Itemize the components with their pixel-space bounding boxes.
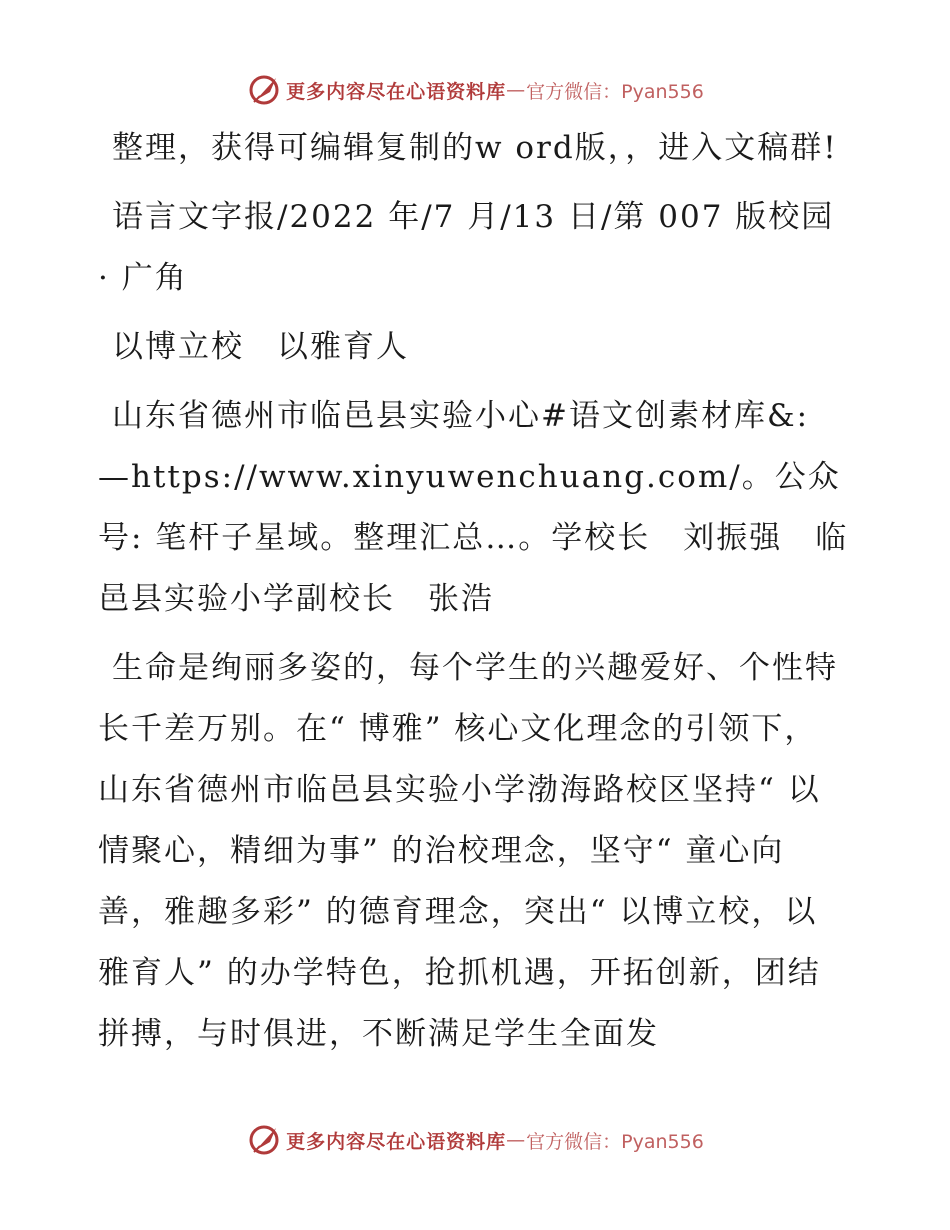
footer-banner bbox=[0, 1120, 950, 1160]
banner-text: 更多内容尽在心语资料库 bbox=[286, 1130, 507, 1153]
source-line: 语言文字报/2022 年/7 月/13 日/第 007 版校园 · 广角 bbox=[98, 199, 835, 296]
intro-paragraph: 整理，获得可编辑复制的w ord版，，进入文稿群! bbox=[112, 130, 838, 166]
quill-circle-logo-icon bbox=[246, 1122, 282, 1158]
banner-contact: 官方微信：Pyan556 bbox=[526, 1130, 704, 1153]
quill-circle-logo-icon bbox=[246, 72, 282, 108]
banner-contact: 官方微信：Pyan556 bbox=[526, 80, 704, 103]
article-title: 以博立校 以雅育人 bbox=[112, 329, 409, 365]
document-body bbox=[98, 118, 850, 1073]
header-banner bbox=[0, 70, 950, 110]
banner-text: 更多内容尽在心语资料库 bbox=[286, 80, 507, 103]
banner-separator: — bbox=[506, 79, 527, 101]
body-paragraph: 生命是绚丽多姿的，每个学生的兴趣爱好、个性特长千差万别。在“ 博雅” 核心文化理念的引领下，山东省德州市临邑县实验小学渤海路校区坚持“ 以情聚心，精细为事” 的治校理念，坚守“ 童心向善，雅趣多彩” 的德育理念，突出“ 以博立校，以雅育人” 的办学特色，抢抓机遇，开拓创新，团结拼搏，与时俱进，不断满足学生全面发 bbox=[98, 650, 838, 1052]
author-paragraph: 山东省德州市临邑县实验小心#语文创素材库&: —https://www.xinyuwenchuang.com/。公众号: 笔杆子星域。整理汇总…。学校长 刘振强 临邑县实验小学副校长 张浩 bbox=[98, 398, 849, 617]
banner-separator: — bbox=[506, 1129, 527, 1151]
